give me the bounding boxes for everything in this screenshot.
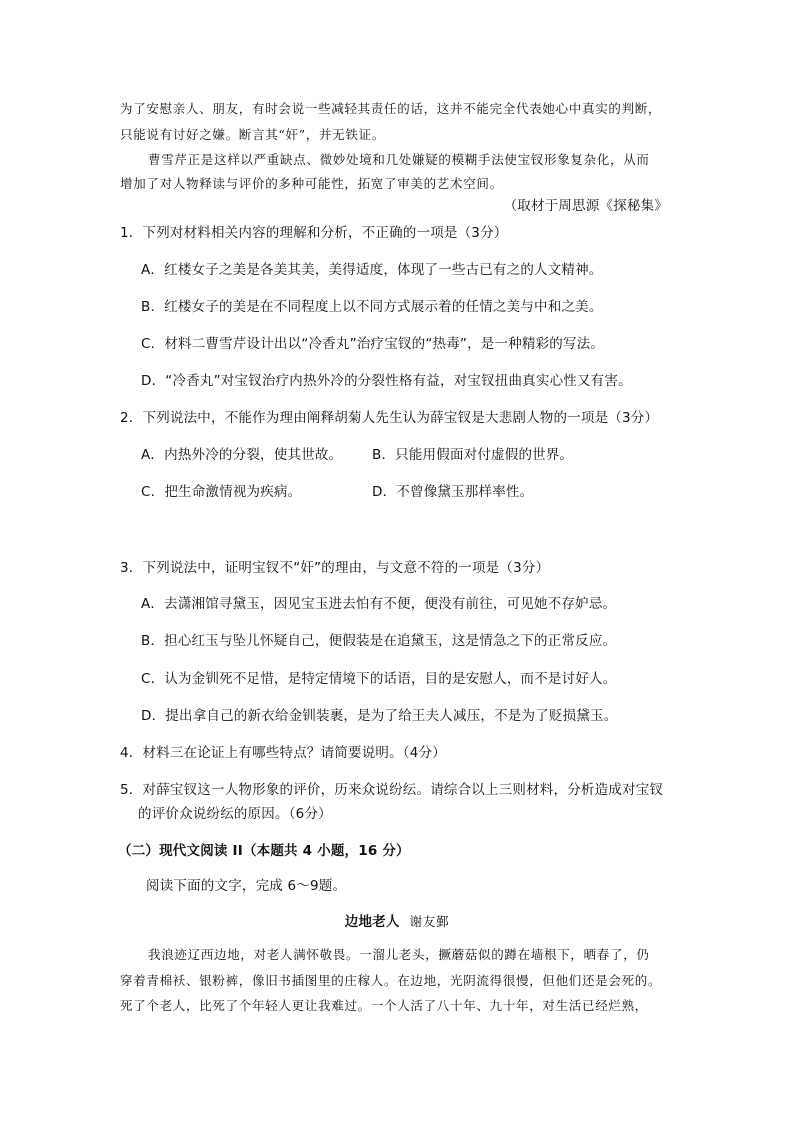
reading-instruction: 阅读下面的文字，完成 6～9题。	[146, 878, 347, 894]
question-4: 4．材料三在论证上有哪些特点？请简要说明。（4分）	[120, 745, 446, 761]
q2-option-b: B．只能用假面对付虚假的世界。	[372, 447, 574, 463]
q1-option-d: D．“冷香丸”对宝钗治疗内热外冷的分裂性格有益，对宝钗扭曲真实心性又有害。	[141, 373, 632, 389]
passage-line: 曹雪芹正是这样以严重缺点、微妙处境和几处嫌疑的模糊手法使宝钗形象复杂化，从而	[148, 152, 650, 167]
passage-line: 增加了对人物释读与评价的多种可能性，拓宽了审美的艺术空间。	[120, 176, 503, 191]
question-2-stem: 2．下列说法中，不能作为理由阐释胡菊人先生认为薛宝钗是大悲剧人物的一项是（3分）	[120, 410, 659, 426]
question-3-stem: 3．下列说法中，证明宝钗不“奸”的理由，与文意不符的一项是（3分）	[120, 560, 550, 576]
q3-option-c: C．认为金钏死不足惜，是特定情境下的话语，目的是安慰人，而不是讨好人。	[141, 671, 617, 687]
passage-line: 只能说有讨好之嫌。断言其“奸”，并无铁证。	[120, 127, 385, 142]
article-line: 我浪迹辽西边地，对老人满怀敬畏。一溜儿老头，撅蘑菇似的蹲在墙根下，晒春了，仍	[148, 947, 650, 962]
source-citation: （取材于周思源《探秘集》	[503, 198, 668, 214]
q2-option-c: C．把生命激情视为疾病。	[141, 484, 302, 500]
q1-option-c: C．材料二曹雪芹设计出以“冷香丸”治疗宝钗的“热毒”，是一种精彩的写法。	[141, 336, 605, 352]
q3-option-d: D．提出拿自己的新衣给金钏装裹，是为了给王夫人减压，不是为了贬损黛玉。	[141, 708, 618, 724]
question-5-line: 5．对薛宝钗这一人物形象的评价，历来众说纷纭。请综合以上三则材料，分析造成对宝钗	[120, 782, 664, 798]
article-line: 穿着青棉袄、银粉裤，像旧书插图里的庄稼人。在边地，光阴流得很慢，但他们还是会死的。	[120, 973, 662, 988]
article-title-line	[0, 910, 794, 930]
section-heading: （二）现代文阅读 II（本题共 4 小题，16 分）	[118, 843, 410, 859]
q1-option-b: B．红楼女子的美是在不同程度上以不同方式展示着的任情之美与中和之美。	[141, 299, 603, 315]
q3-option-a: A．去潇湘馆寻黛玉，因见宝玉进去怕有不便，便没有前往，可见她不存妒忌。	[141, 596, 617, 612]
q1-option-a: A．红楼女子之美是各美其美，美得适度，体现了一些古已有之的人文精神。	[141, 262, 603, 278]
article-line: 死了个老人，比死了个年轻人更让我难过。一个人活了八十年、九十年，对生活已经烂熟，	[120, 998, 649, 1013]
q2-option-d: D．不曾像黛玉那样率性。	[372, 484, 534, 500]
question-1-stem: 1．下列对材料相关内容的理解和分析，不正确的一项是（3分）	[120, 225, 508, 241]
article-title: 边地老人	[344, 914, 400, 930]
passage-line: 为了安慰亲人、朋友，有时会说一些减轻其责任的话，这并不能完全代表她心中真实的判断，	[120, 101, 662, 116]
article-author: 谢友鄞	[409, 914, 450, 929]
q3-option-b: B．担心红玉与坠儿怀疑自己，便假装是在追黛玉，这是情急之下的正常反应。	[141, 633, 617, 649]
q2-option-a: A．内热外冷的分裂，使其世故。	[141, 447, 343, 463]
question-5-line: 的评价众说纷纭的原因。（6分）	[138, 806, 332, 822]
